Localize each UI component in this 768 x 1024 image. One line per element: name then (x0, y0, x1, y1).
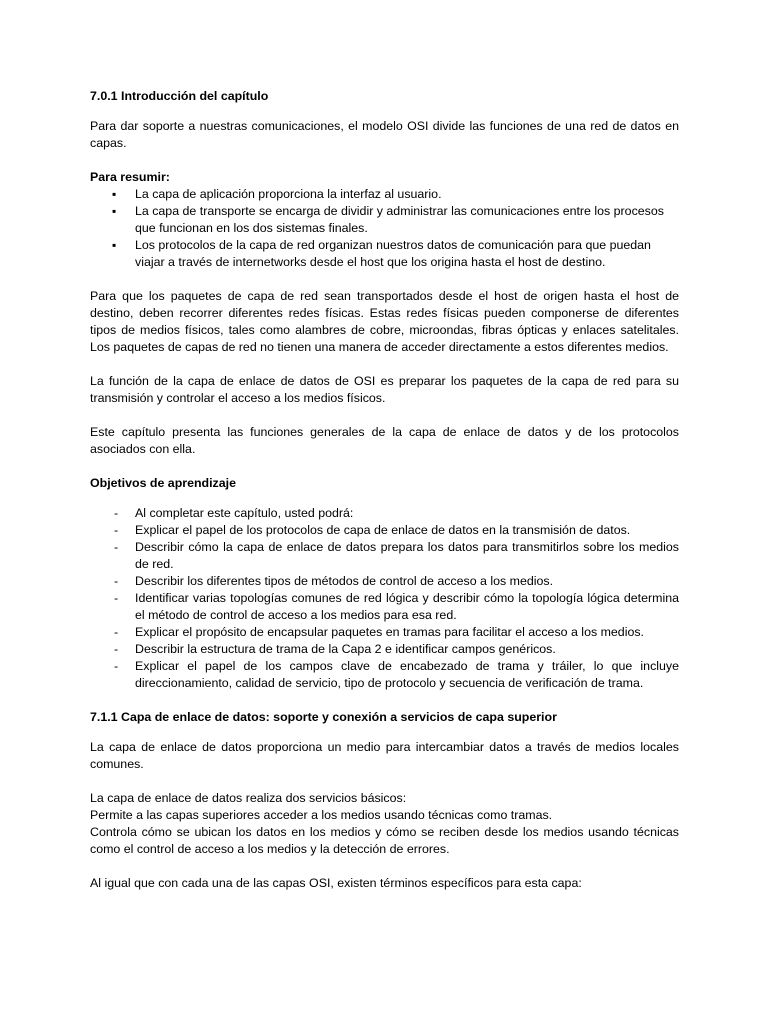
summary-label: Para resumir: (90, 170, 170, 184)
objective-item: - Describir cómo la capa de enlace de datos prepara los datos para transmitirlos sobre los medios de red. (90, 539, 679, 573)
service-item: Permite a las capas superiores acceder a los medios usando técnicas como tramas. (90, 808, 553, 822)
summary-item: ▪ Los protocolos de la capa de red organizan nuestros datos de comunicación para que puedan viajar a través de internetworks desde el host que los origina hasta el host de destino. (90, 237, 679, 271)
paragraph-link-layer-function: La función de la capa de enlace de datos de OSI es preparar los paquetes de la capa de red para su transmisión y controlar el acceso a los medios físicos. (90, 374, 679, 405)
objectives-heading: Objetivos de aprendizaje (90, 476, 236, 490)
objective-item: - Explicar el papel de los protocolos de capa de enlace de datos en la transmisión de datos. (90, 522, 679, 539)
objective-item: - Identificar varias topologías comunes de red lógica y describir cómo la topología lógica determina el método de control de acceso a los medios para esa red. (90, 590, 679, 624)
services-intro: La capa de enlace de datos realiza dos servicios básicos: (90, 791, 407, 805)
service-item: Controla cómo se ubican los datos en los medios y cómo se reciben desde los medios usando técnicas como el control de acceso a los medios y la detección de errores. (90, 825, 679, 856)
section-heading-intro: 7.0.1 Introducción del capítulo (90, 89, 269, 103)
paragraph-link-layer-medium: La capa de enlace de datos proporciona un medio para intercambiar datos a través de medios locales comunes. (90, 740, 679, 771)
paragraph-chapter-overview: Este capítulo presenta las funciones generales de la capa de enlace de datos y de los protocolos asociados con ella. (90, 425, 679, 456)
paragraph-terms: Al igual que con cada una de las capas OSI, existen términos específicos para esta capa: (90, 876, 582, 890)
intro-paragraph: Para dar soporte a nuestras comunicaciones, el modelo OSI divide las funciones de una red de datos en capas. (90, 119, 679, 150)
objective-item: - Al completar este capítulo, usted podrá: (90, 505, 679, 522)
objective-item: - Describir los diferentes tipos de métodos de control de acceso a los medios. (90, 573, 679, 590)
objective-item: - Explicar el papel de los campos clave de encabezado de trama y tráiler, lo que incluye direccionamiento, calidad de servicio, tipo de protocolo y secuencia de verificación de trama. (90, 658, 679, 692)
section-heading-link-layer: 7.1.1 Capa de enlace de datos: soporte y conexión a servicios de capa superior (90, 710, 557, 724)
objective-item: - Describir la estructura de trama de la Capa 2 e identificar campos genéricos. (90, 641, 679, 658)
summary-list (90, 186, 679, 271)
summary-item: ▪ La capa de transporte se encarga de dividir y administrar las comunicaciones entre los procesos que funcionan en los dos sistemas finales. (90, 203, 679, 237)
objective-item: - Explicar el propósito de encapsular paquetes en tramas para facilitar el acceso a los medios. (90, 624, 679, 641)
summary-item: ▪ La capa de aplicación proporciona la interfaz al usuario. (90, 186, 679, 203)
objectives-list (90, 505, 679, 692)
document-body (90, 88, 679, 909)
paragraph-physical-networks: Para que los paquetes de capa de red sean transportados desde el host de origen hasta el host de destino, deben recorrer diferentes redes físicas. Estas redes físicas pueden componerse de diferentes tipos de medios físicos, tales como alambres de cobre, microondas, fibras ópticas y enlaces satelitales. Los paquetes de capas de red no tienen una manera de acceder directamente a estos diferentes medios. (90, 289, 679, 354)
